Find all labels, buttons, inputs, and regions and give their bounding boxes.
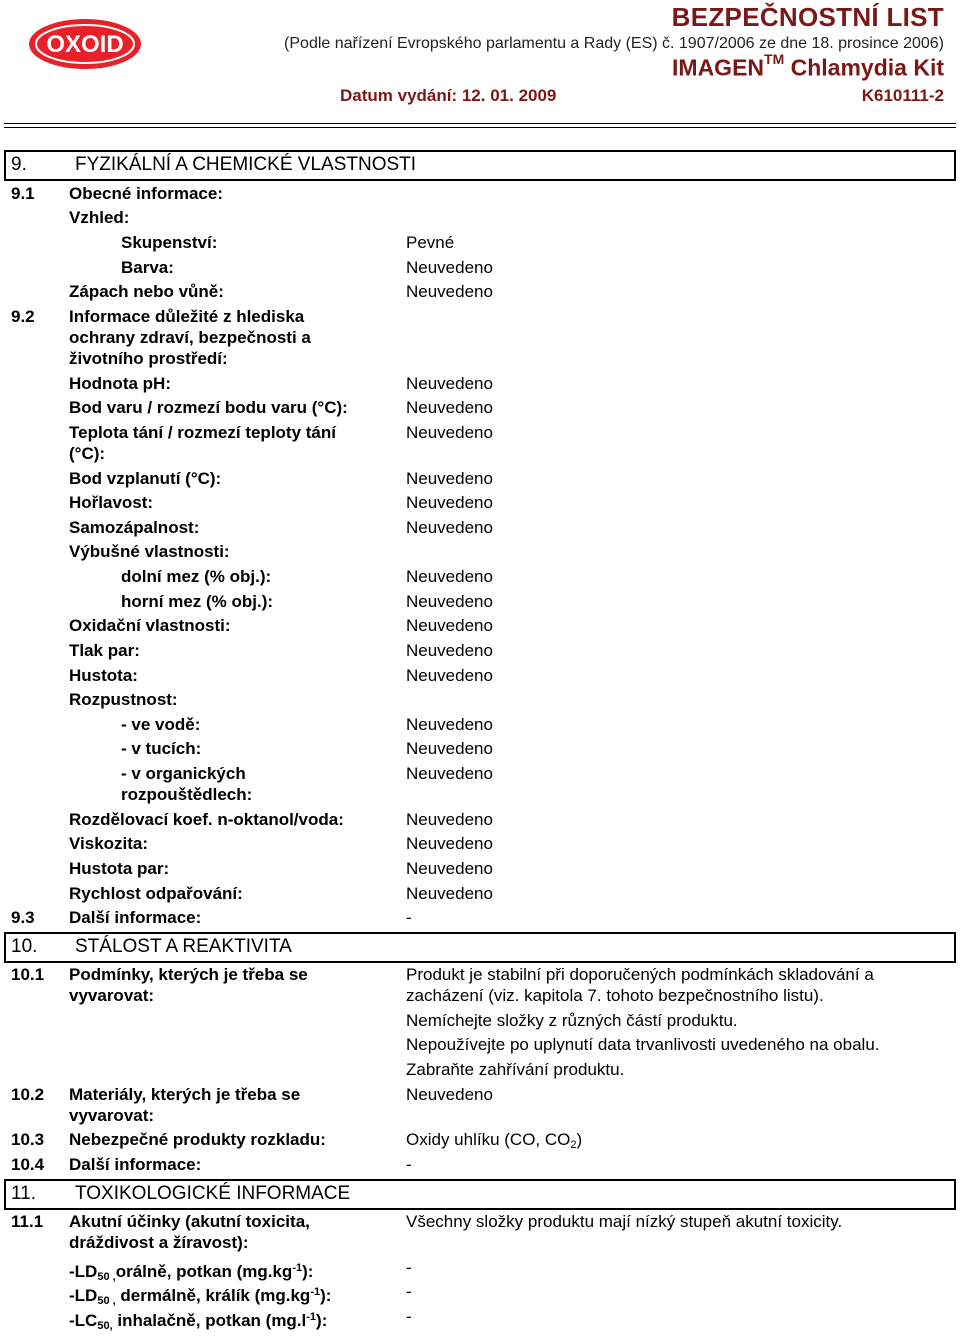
field-value: Neuvedeno: [406, 884, 493, 903]
subsection-label: Další informace:: [69, 908, 202, 927]
field-value: -: [406, 1307, 412, 1326]
product-name: IMAGEN™ Chlamydia Kit: [672, 51, 944, 81]
subsection-number: 10.2: [11, 1085, 45, 1104]
field-label: Skupenství:: [121, 233, 218, 252]
field-value: Produkt je stabilní při doporučených podmínkách skladování a: [406, 965, 874, 984]
field-label: $-LD_{50 ,}orá\ln ě$, potkan $(mg.kg^{-1})$:: [69, 1262, 314, 1283]
subsection-label: ochrany zdraví, bezpečnosti a: [69, 328, 311, 347]
subsection-number: 10.4: [11, 1155, 45, 1174]
field-label: $-LD_{50 ,}$ dermálně, králík $(mg.kg^{-1})$:: [69, 1286, 332, 1307]
regulation-line: (Podle nařízení Evropského parlamentu a Rady (ES) č. 1907/2006 ze dne 18. prosince 2006): [284, 35, 944, 52]
subsection-number: 9.3: [11, 908, 35, 927]
field-value: Neuvedeno: [406, 641, 493, 660]
field-label: Rychlost odpařování:: [69, 884, 243, 903]
field-label: Viskozita:: [69, 834, 149, 853]
field-value: Neuvedeno: [406, 469, 493, 488]
field-label: Hodnota pH:: [69, 374, 171, 393]
field-label: Barva:: [121, 258, 174, 277]
field-value: Všechny složky produktu mají nízký stupeň akutní toxicity.: [406, 1212, 843, 1231]
field-label: dolní mez (% obj.):: [121, 567, 272, 586]
section-title: STÁLOST A REAKTIVITA: [75, 936, 292, 957]
subsection-number: 9.2: [11, 307, 35, 326]
field-label: Rozpustnost:: [69, 690, 178, 709]
subsection-label: Nebezpečné produkty rozkladu:: [69, 1130, 326, 1149]
section-number: 10.: [11, 936, 38, 957]
field-label: Výbušné vlastnosti:: [69, 542, 230, 561]
header-rule-2: [4, 127, 956, 128]
header-rule: [4, 123, 956, 124]
field-value: -: [406, 1282, 412, 1301]
subsection-label: Informace důležité z hlediska: [69, 307, 305, 326]
field-value: Zabraňte zahřívání produktu.: [406, 1060, 625, 1079]
field-value: -: [406, 908, 412, 927]
field-label: horní mez (% obj.):: [121, 592, 274, 611]
field-label: Oxidační vlastnosti:: [69, 616, 231, 635]
subsection-number: 9.1: [11, 184, 35, 203]
field-label: $-LC_{50,}$ inhalačně, potkan $(mg.l^{-1})$:: [69, 1311, 328, 1332]
field-value: Neuvedeno: [406, 258, 493, 277]
issue-date: Datum vydání: 12. 01. 2009: [340, 86, 557, 105]
section-10-heading: [4, 932, 956, 963]
field-value: Neuvedeno: [406, 764, 493, 783]
field-value: Neuvedeno: [406, 567, 493, 586]
product-code: K610111-2: [861, 86, 944, 105]
subsection-label: vyvarovat:: [69, 986, 155, 1005]
section-9-heading: [4, 150, 956, 181]
subsection-label: Podmínky, kterých je třeba se: [69, 965, 308, 984]
field-label: Samozápalnost:: [69, 518, 200, 537]
field-value: -: [406, 1155, 412, 1174]
subsection-label: Obecné informace:: [69, 184, 223, 203]
field-value: Neuvedeno: [406, 374, 493, 393]
section-number: 9.: [11, 154, 27, 175]
field-value: Nemíchejte složky z různých částí produktu.: [406, 1011, 738, 1030]
field-value: Neuvedeno: [406, 810, 493, 829]
subsection-number: 10.3: [11, 1130, 45, 1149]
field-value: Neuvedeno: [406, 398, 493, 417]
field-value: Neuvedeno: [406, 859, 493, 878]
field-value: Neuvedeno: [406, 493, 493, 512]
field-label: Vzhled:: [69, 208, 130, 227]
field-value: Oxidy uhlíku (CO, $CO_2$): [406, 1130, 583, 1151]
field-label: (°C):: [69, 444, 106, 463]
field-value: Neuvedeno: [406, 1085, 493, 1104]
subsection-label: Materiály, kterých je třeba se: [69, 1085, 301, 1104]
field-value: -: [406, 1258, 412, 1277]
subsection-label: dráždivost a žíravost):: [69, 1233, 249, 1252]
section-number: 11.: [11, 1183, 37, 1204]
field-label: Teplota tání / rozmezí teploty tání: [69, 423, 336, 442]
field-value: Neuvedeno: [406, 666, 493, 685]
field-label: - ve vodě:: [121, 715, 201, 734]
field-label: Bod varu / rozmezí bodu varu (°C):: [69, 398, 348, 417]
field-value: Neuvedeno: [406, 518, 493, 537]
field-value: zacházení (viz. kapitola 7. tohoto bezpečnostního listu).: [406, 986, 824, 1005]
subsection-number: 10.1: [11, 965, 45, 984]
field-value: Neuvedeno: [406, 282, 493, 301]
section-11-heading: [4, 1179, 956, 1210]
subsection-label: Další informace:: [69, 1155, 202, 1174]
field-label: Zápach nebo vůně:: [69, 282, 224, 301]
document-title: BEZPEČNOSTNÍ LIST: [671, 2, 944, 32]
field-value: Neuvedeno: [406, 616, 493, 635]
logo-text: OXOID: [46, 31, 124, 58]
field-label: Bod vzplanutí (°C):: [69, 469, 222, 488]
subsection-label: Akutní účinky (akutní toxicita,: [69, 1212, 310, 1231]
field-label: - v organických: [121, 764, 246, 783]
field-value: Neuvedeno: [406, 715, 493, 734]
field-label: Tlak par:: [69, 641, 140, 660]
field-label: Hořlavost:: [69, 493, 154, 512]
field-value: Neuvedeno: [406, 834, 493, 853]
field-value: Neuvedeno: [406, 592, 493, 611]
subsection-number: 11.1: [11, 1212, 44, 1231]
oxoid-logo: [28, 18, 142, 70]
field-label: Rozdělovací koef. n-oktanol/voda:: [69, 810, 344, 829]
field-label: rozpouštědlech:: [121, 785, 253, 804]
field-label: - v tucích:: [121, 739, 202, 758]
field-value: Nepoužívejte po uplynutí data trvanlivosti uvedeného na obalu.: [406, 1035, 880, 1054]
subsection-label: vyvarovat:: [69, 1106, 155, 1125]
subsection-label: životního prostředí:: [69, 349, 228, 368]
field-label: Hustota par:: [69, 859, 170, 878]
field-value: Neuvedeno: [406, 739, 493, 758]
field-value: Neuvedeno: [406, 423, 493, 442]
section-title: TOXIKOLOGICKÉ INFORMACE: [75, 1183, 351, 1204]
field-value: Pevné: [406, 233, 455, 252]
section-title: FYZIKÁLNÍ A CHEMICKÉ VLASTNOSTI: [75, 154, 417, 175]
field-label: Hustota:: [69, 666, 138, 685]
